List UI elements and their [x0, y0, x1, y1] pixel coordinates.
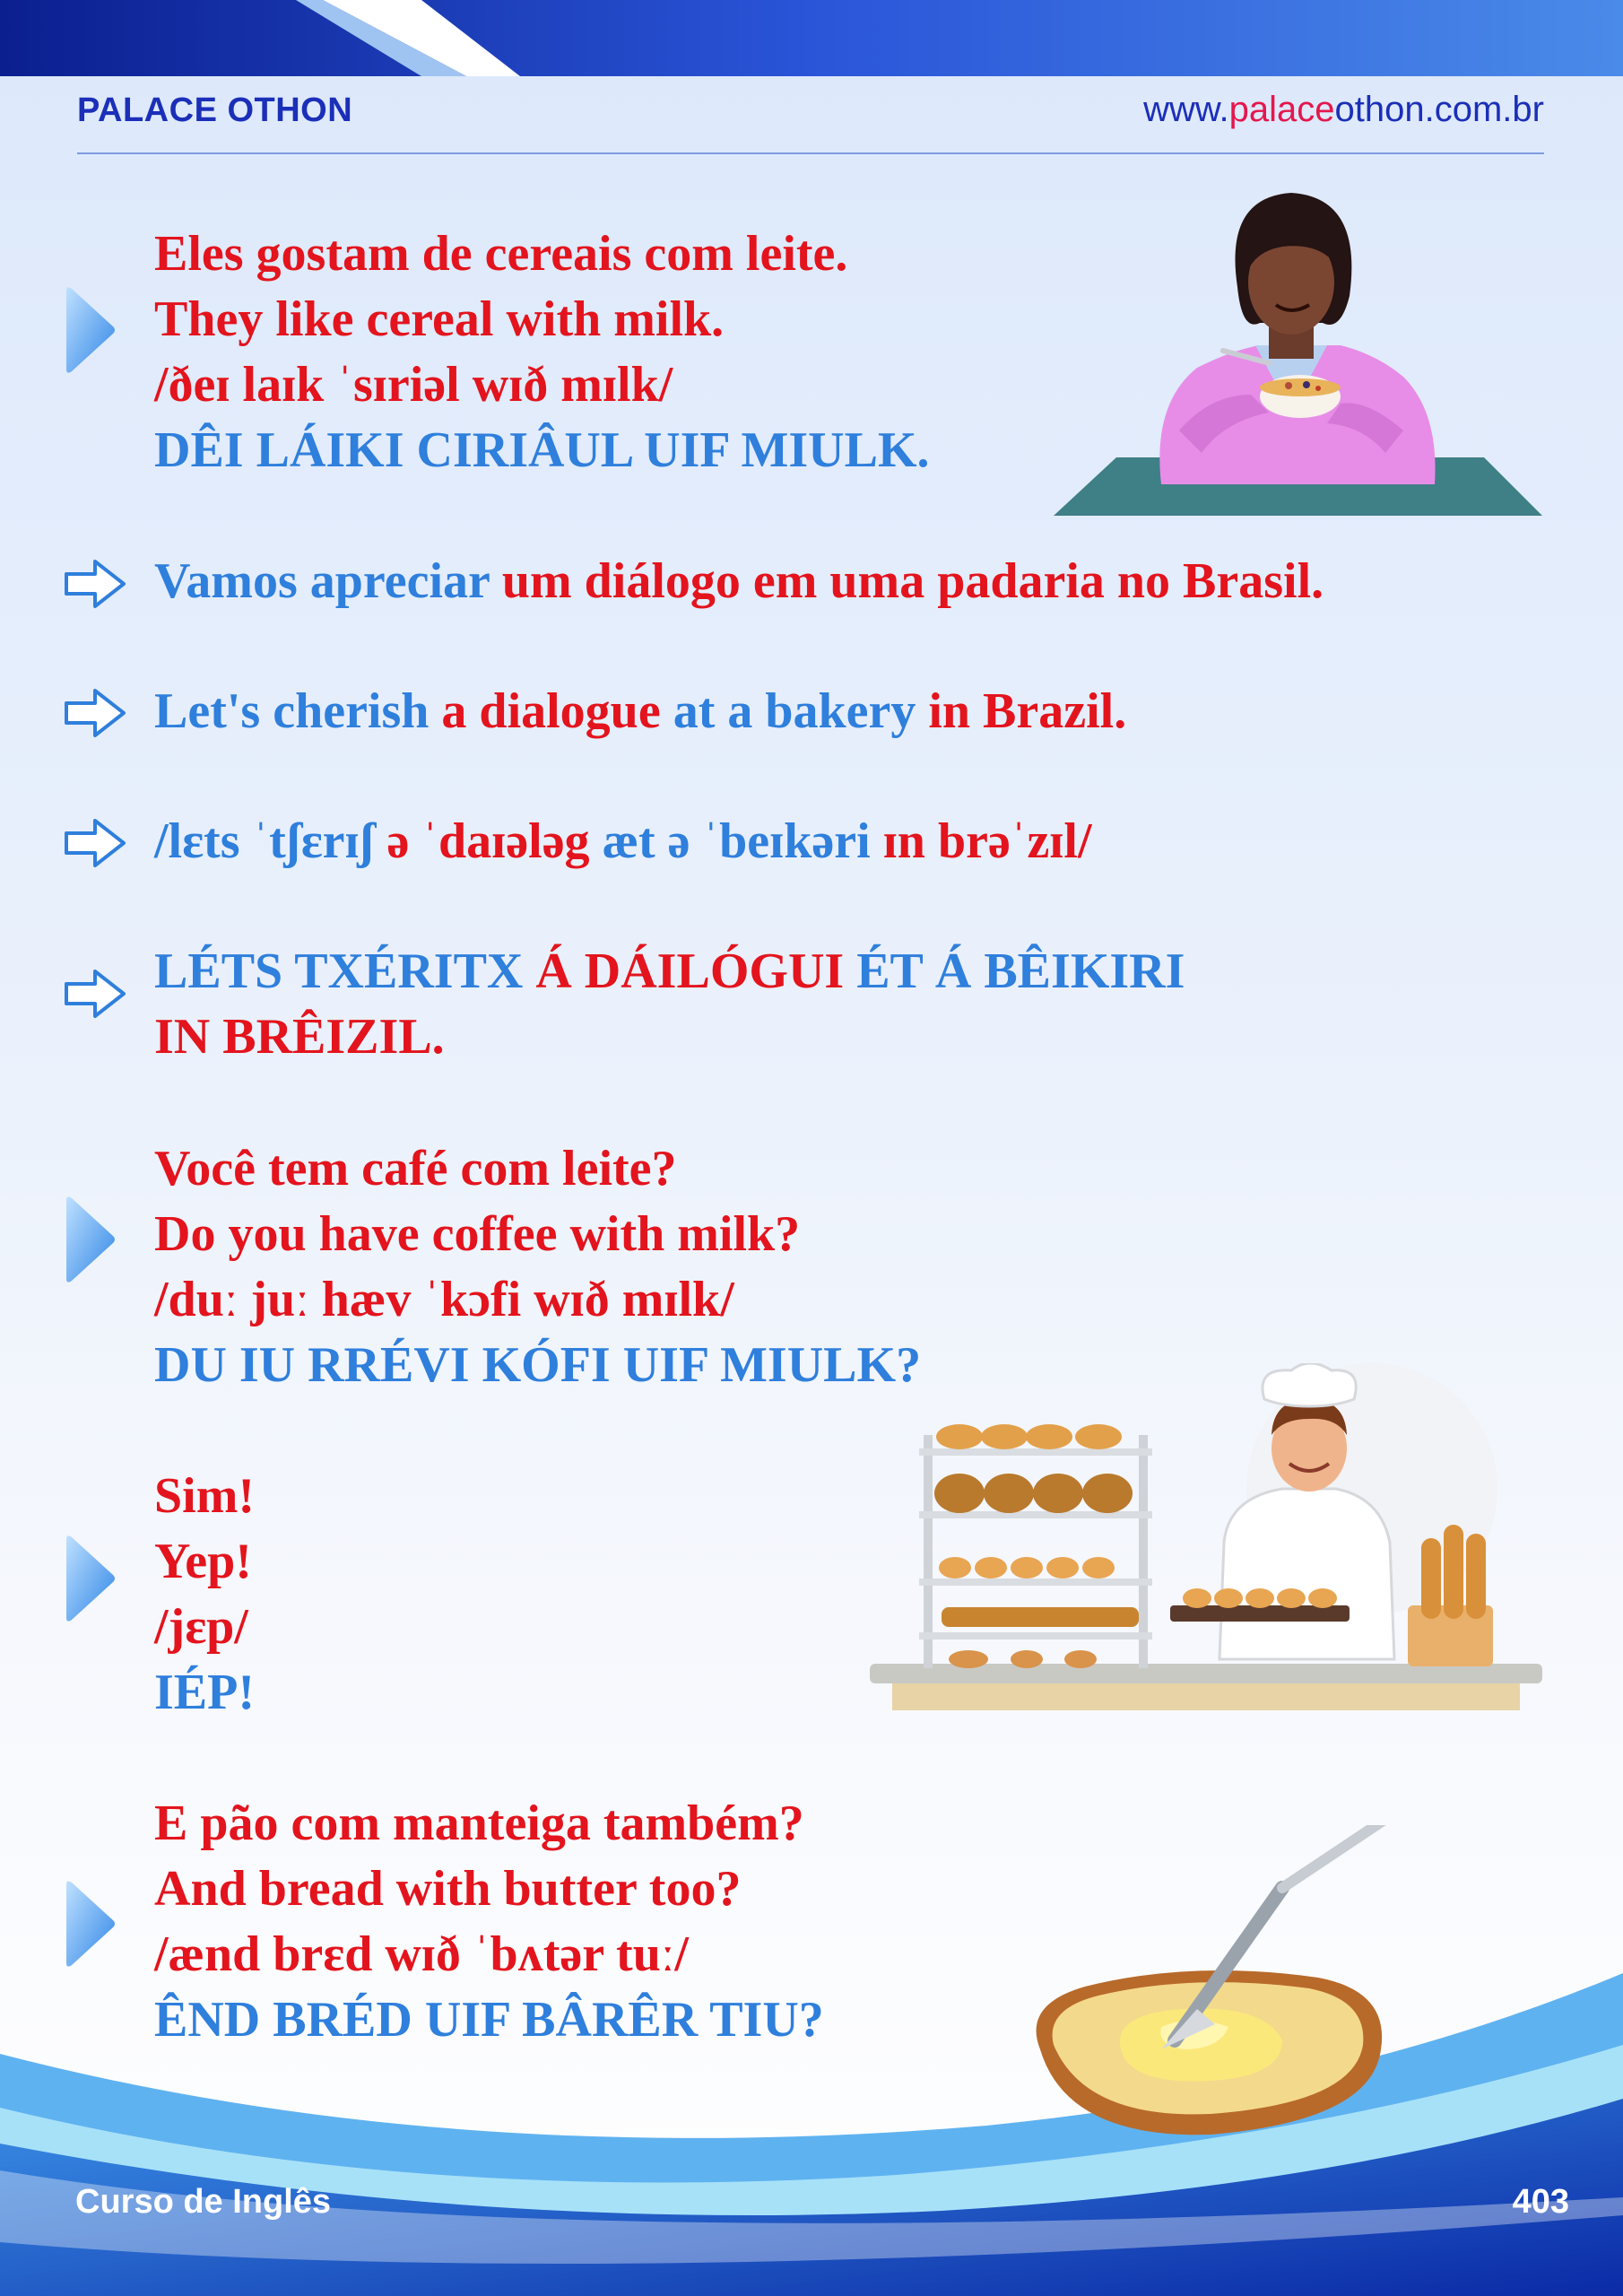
arrow-icon	[63, 558, 127, 610]
text-segment: um diálogo em uma padaria no Brasil.	[501, 553, 1324, 609]
dialogue-block-yep	[154, 1464, 255, 1726]
triangle-icon	[63, 1879, 117, 1969]
ipa-line: /ænd brɛd wɪð ˈbʌtər tuː/	[154, 1926, 689, 1982]
bread-with-butter-illustration	[1013, 1825, 1399, 2166]
pronunciation-line: ÊND BRÉD UIF BÂRÊR TIU?	[154, 1992, 824, 2048]
text-segment: LÉTS TXÉRITX	[154, 944, 536, 999]
text-segment: æt ə ˈbeɪkəri	[602, 813, 883, 869]
url-prefix: www.	[1143, 90, 1229, 129]
english-line: Yep!	[154, 1534, 252, 1589]
pronunciation-line: DÊI LÁIKI CIRIÂUL UIF MIULK.	[154, 422, 930, 478]
portuguese-line: E pão com manteiga também?	[154, 1796, 804, 1851]
intro-sentence-pt	[154, 549, 1324, 614]
ipa-line: /jɛp/	[154, 1599, 248, 1655]
intro-ipa-line	[154, 809, 1092, 874]
portuguese-line: Sim!	[154, 1468, 255, 1524]
arrow-icon	[63, 968, 127, 1020]
text-segment: Let's cherish	[154, 683, 442, 739]
arrow-icon	[63, 817, 127, 869]
triangle-icon	[63, 1534, 117, 1623]
portuguese-line: Eles gostam de cereais com leite.	[154, 226, 848, 282]
arrow-icon	[63, 687, 127, 739]
intro-en-line	[154, 679, 1126, 744]
text-segment: at a bakery	[673, 683, 929, 739]
intro-pron-line-2	[154, 1004, 1185, 1070]
pronunciation-line: IÉP!	[154, 1665, 255, 1720]
woman-eating-cereal-illustration	[1054, 188, 1542, 516]
text-segment: a dialogue	[441, 683, 673, 739]
intro-sentence-ipa	[154, 809, 1092, 874]
course-title: Curso de Inglês	[75, 2183, 332, 2221]
portuguese-line: Você tem café com leite?	[154, 1141, 677, 1196]
triangle-icon	[63, 285, 117, 375]
text-segment: /lɛts ˈtʃɛrɪʃ	[154, 813, 387, 869]
page-number: 403	[1512, 2183, 1569, 2221]
ipa-line: /duː juː hæv ˈkɔfi wɪð mɪlk/	[154, 1272, 734, 1327]
website-url[interactable]	[1143, 90, 1544, 130]
pronunciation-line: DU IU RRÉVI KÓFI UIF MIULK?	[154, 1337, 922, 1393]
text-segment: ɪn brəˈzɪl/	[882, 813, 1092, 869]
intro-sentence-pronunciation	[154, 939, 1185, 1070]
text-segment: Vamos apreciar	[154, 553, 502, 609]
url-suffix: othon.com.br	[1334, 90, 1544, 129]
top-decorative-band	[0, 0, 1623, 81]
english-line: They like cereal with milk.	[154, 291, 725, 347]
english-line: Do you have coffee with milk?	[154, 1206, 801, 1262]
text-segment: Á DÁILÓGUI	[535, 944, 857, 999]
text-segment: IN BRÊIZIL.	[154, 1009, 445, 1065]
dialogue-block-cereal	[154, 222, 930, 483]
brand-name: PALACE OTHON	[77, 91, 353, 129]
english-line: And bread with butter too?	[154, 1861, 742, 1917]
intro-pron-line-1	[154, 939, 1185, 1004]
intro-pt-line	[154, 549, 1324, 614]
header-divider	[77, 152, 1544, 154]
dialogue-block-coffee	[154, 1136, 921, 1398]
text-segment: ÉT Á BÊIKIRI	[856, 944, 1185, 999]
url-highlight: palace	[1228, 90, 1335, 129]
baker-with-pastries-illustration	[870, 1363, 1542, 1722]
text-segment: in Brazil.	[928, 683, 1127, 739]
triangle-icon	[63, 1195, 117, 1284]
text-segment: ə ˈdaɪələg	[386, 813, 603, 869]
intro-sentence-en	[154, 679, 1126, 744]
ipa-line: /ðeɪ laɪk ˈsɪriəl wɪð mɪlk/	[154, 357, 673, 413]
